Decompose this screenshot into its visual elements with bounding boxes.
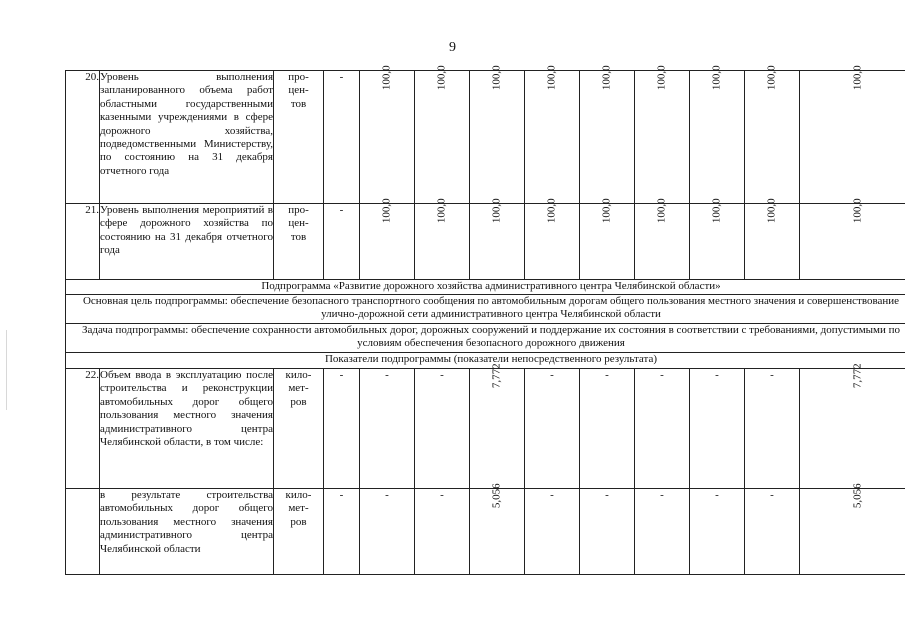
- value-cell: [580, 489, 635, 575]
- value-cell: [470, 483, 525, 575]
- value-text: 100,0: [655, 198, 668, 224]
- table-row: [66, 369, 905, 489]
- value-cell: [525, 489, 580, 575]
- value-text: -: [385, 489, 389, 501]
- value-text: 100,0: [435, 198, 448, 224]
- value-cell: [525, 65, 580, 204]
- value-text: 100,0: [600, 65, 613, 91]
- unit-of-measure: кило- мет- ров: [274, 489, 324, 575]
- value-cell: [635, 489, 690, 575]
- value-cell: [800, 198, 905, 280]
- value-text: 100,0: [490, 198, 503, 224]
- value-text: 100,0: [851, 198, 864, 224]
- value-text: -: [339, 71, 344, 83]
- value-cell: [360, 198, 415, 280]
- value-cell: [360, 65, 415, 204]
- value-text: 100,0: [710, 198, 723, 224]
- subprogram-title: Подпрограмма «Развитие дорожного хозяйства административного центра Челябинской области»: [66, 280, 905, 295]
- value-cell: [324, 204, 360, 280]
- value-text: 100,0: [710, 65, 723, 91]
- indicator-name: Уровень выполнения мероприятий в сфере дорожного хозяйства по состоянию на 31 декабря отчетного года: [100, 204, 274, 280]
- value-cell: [470, 65, 525, 204]
- value-cell: [415, 198, 470, 280]
- value-text: -: [770, 489, 774, 501]
- value-cell: [635, 198, 690, 280]
- value-text: 5,056: [851, 483, 864, 509]
- value-cell: [580, 65, 635, 204]
- value-text: -: [339, 489, 344, 501]
- indicator-name: в результате строительства автомобильных дорог общего пользования местного значения административного центра Челябинской области: [100, 489, 274, 575]
- value-cell: [470, 198, 525, 280]
- value-cell: [360, 489, 415, 575]
- indicators-table: [65, 65, 905, 575]
- value-text: 100,0: [765, 198, 778, 224]
- value-text: -: [550, 369, 554, 381]
- value-text: 100,0: [435, 65, 448, 91]
- value-text: 100,0: [380, 65, 393, 91]
- value-cell: [800, 483, 905, 575]
- value-text: -: [440, 369, 444, 381]
- value-text: 100,0: [545, 65, 558, 91]
- main-goal-row: [66, 295, 905, 324]
- value-cell: [324, 71, 360, 204]
- value-cell: [525, 369, 580, 489]
- value-text: 100,0: [600, 198, 613, 224]
- value-cell: [470, 363, 525, 489]
- indicator-name: Объем ввода в эксплуатацию после строительства и реконструкции автомобильных дорог общего пользования местного значения административного центра Челябинской области, в том числе:: [100, 369, 274, 489]
- unit-of-measure: кило- мет- ров: [274, 369, 324, 489]
- value-cell: [690, 198, 745, 280]
- main-goal: Основная цель подпрограммы: обеспечение безопасного транспортного сообщения по автомобильным дорогам общего пользования местного значения и совершенствование улично-дорожной сети административного центра Челябинской области: [66, 295, 905, 324]
- value-text: 5,056: [490, 483, 503, 509]
- value-cell: [324, 489, 360, 575]
- row-number: [66, 489, 100, 575]
- value-text: -: [550, 489, 554, 501]
- value-text: -: [339, 369, 344, 381]
- value-text: 100,0: [655, 65, 668, 91]
- value-cell: [635, 369, 690, 489]
- value-cell: [415, 369, 470, 489]
- value-cell: [690, 65, 745, 204]
- value-text: -: [605, 369, 609, 381]
- value-text: 100,0: [545, 198, 558, 224]
- page-number: 9: [449, 40, 456, 55]
- table-row: [66, 489, 905, 575]
- value-text: -: [440, 489, 444, 501]
- value-text: 7,772: [851, 363, 864, 389]
- value-cell: [580, 198, 635, 280]
- value-cell: [525, 198, 580, 280]
- value-cell: [745, 489, 800, 575]
- unit-of-measure: про- цен- тов: [274, 204, 324, 280]
- value-text: 100,0: [851, 65, 864, 91]
- indicators-header-row: [66, 353, 905, 369]
- value-text: -: [660, 489, 664, 501]
- value-cell: [690, 369, 745, 489]
- value-cell: [360, 369, 415, 489]
- value-text: -: [715, 489, 719, 501]
- table-row: [66, 71, 905, 204]
- value-text: 100,0: [490, 65, 503, 91]
- subprogram-task-row: [66, 324, 905, 353]
- value-cell: [800, 65, 905, 204]
- value-cell: [690, 489, 745, 575]
- value-text: 100,0: [765, 65, 778, 91]
- value-cell: [745, 65, 800, 204]
- indicator-name: Уровень выполнения запланированного объема работ областными государственными казенными учреждениями в сфере дорожного хозяйства, подведомственными Министерству, по состоянию на 31 декабря отчетного года: [100, 71, 274, 204]
- value-cell: [415, 65, 470, 204]
- value-cell: [324, 369, 360, 489]
- value-cell: [415, 489, 470, 575]
- row-number: 20.: [66, 71, 100, 204]
- value-text: 7,772: [490, 363, 503, 389]
- value-text: -: [339, 204, 344, 216]
- value-cell: [745, 369, 800, 489]
- value-cell: [580, 369, 635, 489]
- value-cell: [635, 65, 690, 204]
- scan-edge-mark: [6, 330, 7, 410]
- value-cell: [800, 363, 905, 489]
- value-text: -: [385, 369, 389, 381]
- row-number: 22.: [66, 369, 100, 489]
- value-text: 100,0: [380, 198, 393, 224]
- value-text: -: [770, 369, 774, 381]
- table-row: [66, 204, 905, 280]
- subprogram-task: Задача подпрограммы: обеспечение сохранности автомобильных дорог, дорожных сооружений и поддержание их состояния в соответствии с требованиями, допустимыми по условиям обеспечения безопасного дорожного движения: [66, 324, 905, 353]
- row-number: 21.: [66, 204, 100, 280]
- value-text: -: [715, 369, 719, 381]
- subprogram-title-row: [66, 280, 905, 295]
- unit-of-measure: про- цен- тов: [274, 71, 324, 204]
- value-text: -: [660, 369, 664, 381]
- indicators-header: Показатели подпрограммы (показатели непосредственного результата): [66, 353, 905, 369]
- value-cell: [745, 198, 800, 280]
- value-text: -: [605, 489, 609, 501]
